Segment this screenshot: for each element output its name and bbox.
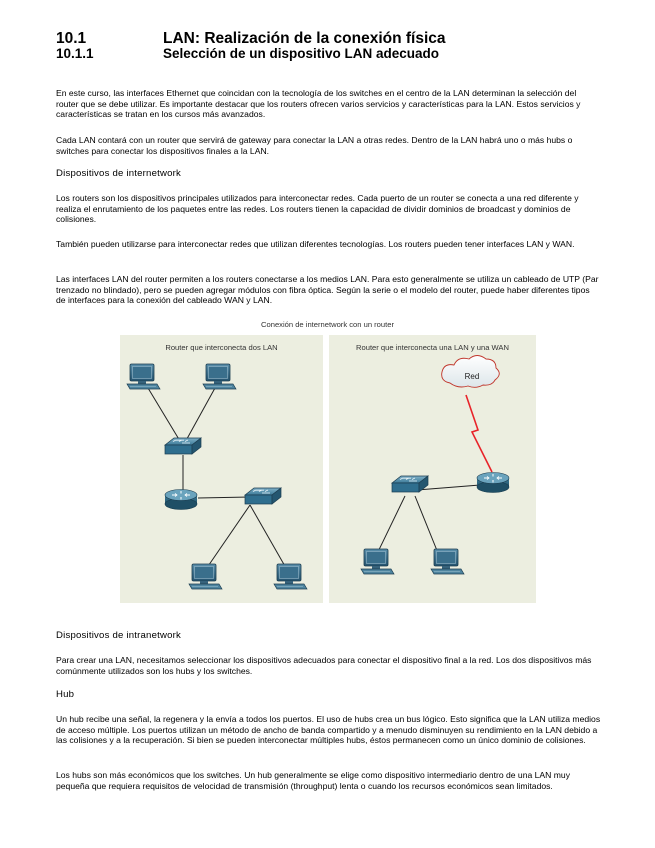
subsection-title: Selección de un dispositivo LAN adecuado bbox=[163, 46, 440, 61]
hub-icon bbox=[165, 438, 201, 454]
section-number: 10.1 bbox=[56, 30, 87, 47]
right-panel-links bbox=[375, 485, 480, 558]
internetwork-heading: Dispositivos de internetwork bbox=[56, 168, 182, 179]
pc-icon bbox=[361, 549, 394, 574]
pc-icon bbox=[189, 564, 222, 589]
internetwork-paragraph-2: También pueden utilizarse para interconectar redes que utilizan diferentes tecnologías. Los routers pueden tener interfaces LAN y WAN. bbox=[56, 239, 575, 249]
intranetwork-heading: Dispositivos de intranetwork bbox=[56, 630, 182, 641]
hub-heading: Hub bbox=[56, 689, 75, 700]
wan-link bbox=[466, 395, 492, 472]
left-panel-links bbox=[148, 388, 290, 575]
right-panel-label: Router que interconecta una LAN y una WAN bbox=[356, 343, 509, 352]
switch-icon bbox=[392, 476, 428, 492]
internetwork-paragraph-1: Los routers son los dispositivos principales utilizados para interconectar redes. Cada puerto de un router se conecta a una red diferente y realiza el enrutamiento de los paquetes entre las redes. Los routers tienen la capacidad de dividir dominios de broadcast y dominios de colisiones. bbox=[56, 193, 579, 225]
intranetwork-paragraph: Para crear una LAN, necesitamos seleccionar los dispositivos adecuados para conectar el dispositivo final a la red. Los dos dispositivos más comúnmente utilizados son los hubs y los switches. bbox=[56, 655, 592, 676]
pc-icon bbox=[203, 364, 236, 389]
figure-caption: Conexión de internetwork con un router bbox=[261, 320, 394, 329]
pc-icon bbox=[274, 564, 307, 589]
hub-paragraph-1: Un hub recibe una señal, la regenera y la envía a todos los puertos. El uso de hubs crea un bus lógico. Esto significa que la LAN utiliza medios de acceso múltiple. Los puertos utilizan un método de ancho de banda compartido y a menudo disminuyen su rendimiento en la LAN debido a las colisiones y a la recuperación. Si bien se pueden interconectar múltiples hubs, éstos permanecen como un único dominio de colisiones. bbox=[56, 714, 601, 746]
router-icon bbox=[477, 473, 509, 493]
router-icon bbox=[165, 490, 197, 510]
pc-icon bbox=[431, 549, 464, 574]
internetwork-paragraph-3: Las interfaces LAN del router permiten a los routers conectarse a los medios LAN. Para esto generalmente se utiliza un cableado de UTP (Par trenzado no blindado), pero se pueden agregar módulos con fibra óptica. Según la serie o el modelo del router, puede haber diferentes tipos de interfaces para la conexión del cableado WAN y LAN. bbox=[56, 274, 599, 306]
section-title: LAN: Realización de la conexión física bbox=[163, 30, 446, 47]
pc-icon bbox=[127, 364, 160, 389]
intro-paragraph-1: En este curso, las interfaces Ethernet que coincidan con la tecnología de los switches en el centro de la LAN determinan la selección del router que se debe utilizar. Es importante destacar que los routers ofrecen varios servicios y características para la LAN. Estos servicios y características se tratan en los cursos más avanzados. bbox=[56, 88, 581, 120]
cloud-label: Red bbox=[464, 372, 480, 381]
subsection-number: 10.1.1 bbox=[56, 46, 94, 61]
switch-icon bbox=[245, 488, 281, 504]
hub-paragraph-2: Los hubs son más económicos que los switches. Un hub generalmente se elige como dispositivo intermediario dentro de una LAN muy pequeña que requiera requisitos de velocidad de transmisión (throughput) lenta o cuando los recursos económicos sean limitados. bbox=[56, 770, 570, 791]
intro-paragraph-2: Cada LAN contará con un router que servirá de gateway para conectar la LAN a otras redes. Dentro de la LAN habrá uno o más hubs o switches para conectar los dispositivos finales a la LAN. bbox=[56, 135, 573, 156]
left-panel-label: Router que interconecta dos LAN bbox=[165, 343, 278, 352]
